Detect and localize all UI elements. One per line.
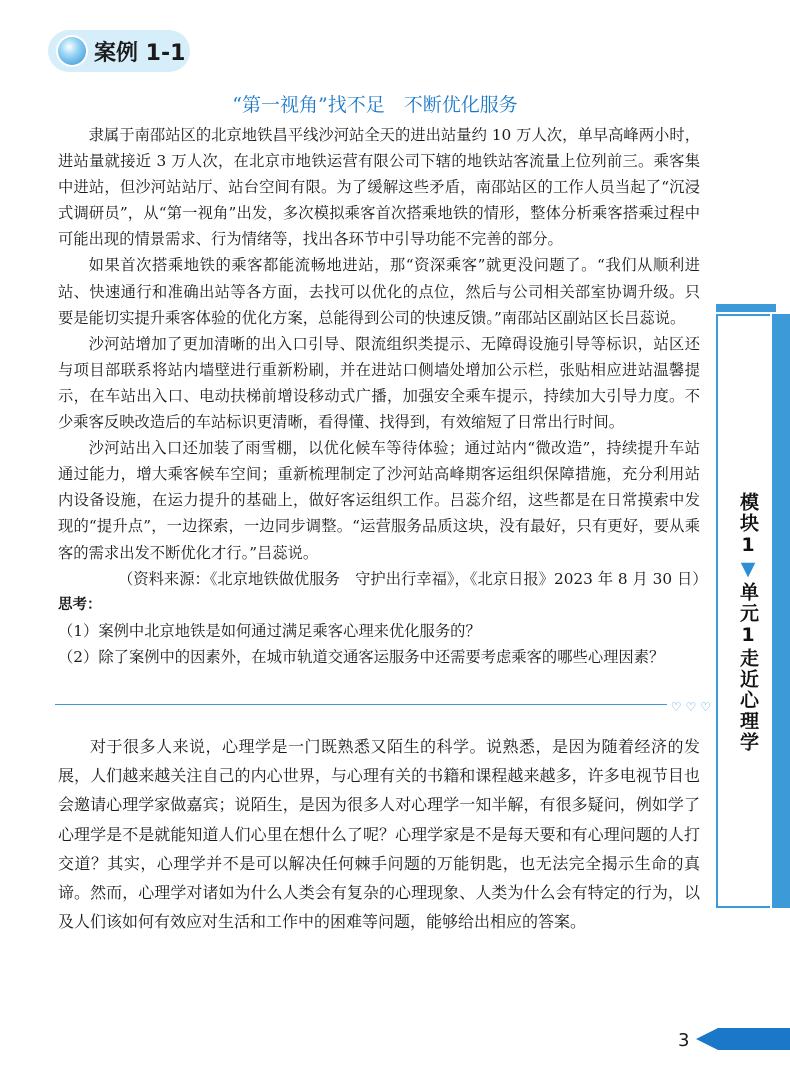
heart-icon: ♡ — [685, 700, 697, 714]
case-paragraph: 沙河站出入口还加装了雨雪棚，以优化候车等待体验；通过站内“微改造”，持续提升车站通过能力，增大乘客候车空间；重新梳理制定了沙河站高峰期客运组织保障措施，充分利用站内设备设施，在运力提升的基础上，做好客运组织工作。吕蕊介绍，这些都是在日常摸索中发现的“提升点”，一边探索，一边同步调整。“运营服务品质这块，没有最好，只有更好，要从乘客的需求出发不断优化才行。”吕蕊说。 — [58, 439, 700, 562]
page-number: 3 — [678, 1030, 690, 1051]
unit-label: 单元1 — [737, 582, 759, 648]
main-paragraph: 对于很多人来说，心理学是一门既熟悉又陌生的科学。说熟悉，是因为随着经济的发展，人们越来越关注自己的内心世界，与心理有关的书籍和课程越来越多，许多电视节目也会邀请心理学家做嘉宾；说陌生，是因为很多人对心理学一知半解，有很多疑问，例如学了心理学是不是就能知道人们心里在想什么了呢？心理学家是不是每天要和有心理问题的人打交道？其实，心理学并不是可以解决任何棘手问题的万能钥匙，也无法完全揭示生命的真谛。然而，心理学对诸如为什么人类会有复杂的心理现象、人类为什么会有特定的行为，以及人们该如何有效应对生活和工作中的困难等问题，能够给出相应的答案。 — [58, 737, 700, 932]
side-tab-top-bar — [716, 304, 776, 312]
case-header — [48, 30, 190, 72]
case-title: “第一视角”找不足 不断优化服务 — [232, 94, 518, 116]
question-item: （1）案例中北京地铁是如何通过满足乘客心理来优化服务的？ — [58, 621, 481, 640]
triangle-down-icon: ▼ — [737, 558, 759, 582]
side-tab — [712, 304, 790, 916]
case-paragraph: 沙河站增加了更加清晰的出入口引导、限流组织类提示、无障碍设施引导等标识，站区还与项目部联系将站内墙壁进行重新粉刷，并在进站口侧墙处增加公示栏，张贴相应进站温馨提示，在车站出入口、电动扶梯前增设移动式广播，加强安全乘车提示，持续加大引导力度。不少乘客反映改造后的车站标识更清晰，看得懂、找得到，有效缩短了日常出行时间。 — [58, 334, 700, 432]
page-triangle-icon — [696, 1028, 718, 1050]
divider-hearts — [667, 700, 711, 714]
page-bar — [718, 1028, 790, 1050]
question-item: （2）除了案例中的因素外，在城市轨道交通客运服务中还需要考虑乘客的哪些心理因素？ — [58, 647, 665, 666]
case-label: 案例 1-1 — [94, 40, 186, 66]
case-paragraph: 隶属于南邵站区的北京地铁昌平线沙河站全天的进出站量约 10 万人次，单早高峰两小时，进站量就接近 3 万人次，在北京市地铁运营有限公司下辖的地铁站客流量上位列前三。乘客集中进站，但沙河站站厅、站台空间有限。为了缓解这些矛盾，南邵站区的工作人员当起了“沉浸式调研员”，从“第一视角”出发，多次模拟乘客首次搭乘地铁的情形，整体分析乘客搭乘过程中可能出现的情景需求、行为情绪等，找出各环节中引导功能不完善的部分。 — [58, 126, 700, 249]
globe-bubble-icon — [58, 37, 86, 65]
think-label: 思考： — [58, 596, 102, 613]
heart-icon: ♡ — [700, 700, 711, 714]
main-body — [58, 732, 700, 936]
side-tab-text — [726, 492, 762, 753]
case-body — [58, 122, 708, 670]
chapter-title: 走近心理学 — [737, 648, 759, 753]
heart-icon: ♡ — [670, 700, 682, 714]
case-paragraph: 如果首次搭乘地铁的乘客都能流畅地进站，那“资深乘客”就更没问题了。“我们从顺利进站、快速通行和准确出站等各方面，去找可以优化的点位，然后与公司相关部室协调升级。只要是能切实提升乘客体验的优化方案，总能得到公司的快速反馈。”南邵站区副站区长吕蕊说。 — [58, 256, 700, 327]
case-source: （资料来源：《北京地铁做优服务 守护出行幸福》，《北京日报》2023 年 8 月 30 日） — [118, 569, 708, 588]
module-label: 模块1 — [737, 492, 759, 558]
side-tab-edge — [772, 314, 790, 908]
